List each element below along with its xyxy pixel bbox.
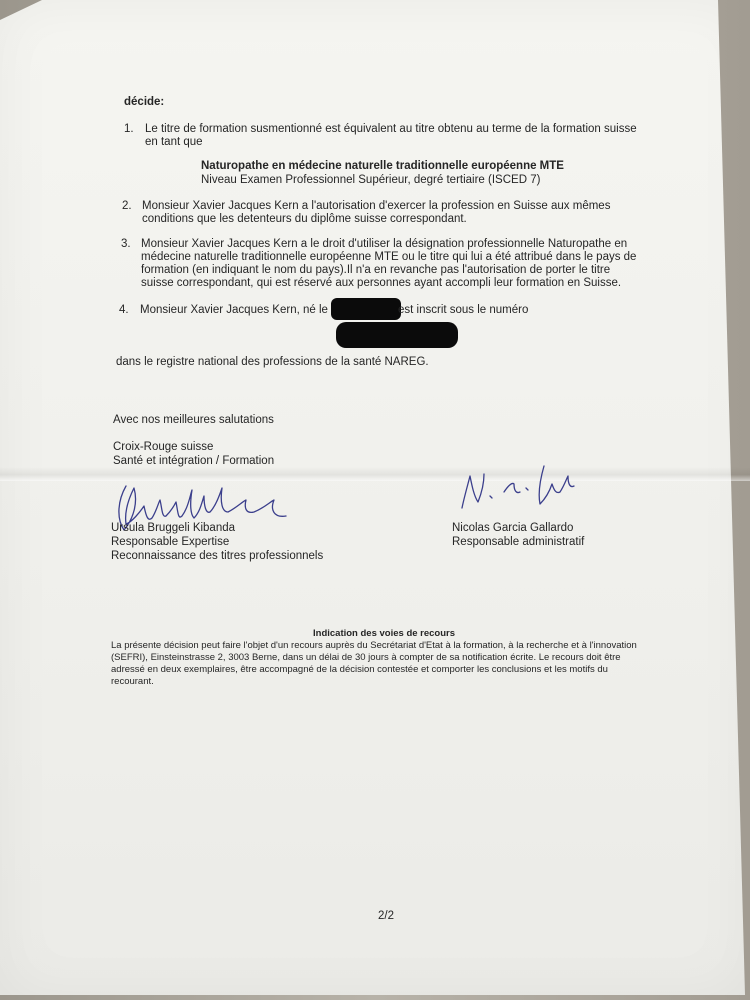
item-3-number: 3. — [121, 238, 131, 250]
registry-line: dans le registre national des professions de la santé NAREG. — [116, 356, 429, 368]
appeal-line-3: adressé en deux exemplaires, être accompagné de la décision contestée et comporter les conclusions et les motifs du — [111, 664, 608, 675]
item-4-number: 4. — [119, 304, 129, 316]
page-number: 2/2 — [378, 910, 394, 922]
signer-right-role: Responsable administratif — [452, 536, 585, 548]
item-3-line-3: formation (en indiquant le nom du pays).Il n'a en revanche pas l'autorisation de porter le titre — [141, 264, 611, 276]
item-3-line-2: médecine naturelle traditionnelle européenne MTE ou le titre qui lui a été attribué dans le pays de — [141, 251, 637, 263]
equivalent-title: Naturopathe en médecine naturelle traditionnelle européenne MTE — [201, 160, 564, 172]
item-2-line-1: Monsieur Xavier Jacques Kern a l'autorisation d'exercer la profession en Suisse aux mêmes — [142, 200, 611, 212]
item-1-line-2: en tant que — [145, 136, 203, 148]
item-1-line-1: Le titre de formation susmentionné est équivalent au titre obtenu au terme de la formation suisse — [145, 123, 637, 135]
equivalent-level: Niveau Examen Professionnel Supérieur, degré tertiaire (ISCED 7) — [201, 174, 541, 186]
appeal-line-2: (SEFRI), Einsteinstrasse 2, 3003 Berne, dans un délai de 30 jours à compter de sa notification écrite. Le recours doit être — [111, 652, 621, 663]
item-3-line-1: Monsieur Xavier Jacques Kern a le droit d'utiliser la désignation professionnelle Naturopathe en — [141, 238, 628, 250]
signer-right-name: Nicolas Garcia Gallardo — [452, 522, 574, 534]
signature-right — [454, 458, 584, 516]
organization-department: Santé et intégration / Formation — [113, 455, 275, 467]
signer-left-role: Responsable Expertise — [111, 536, 230, 548]
redaction-birthdate — [331, 298, 401, 320]
signer-left-name: Ursula Bruggeli Kibanda — [111, 522, 236, 534]
appeal-line-4: recourant. — [111, 676, 154, 687]
decision-heading: décide: — [124, 96, 165, 108]
appeal-title: Indication des voies de recours — [313, 628, 456, 639]
item-4-text-before: Monsieur Xavier Jacques Kern, né le — [140, 304, 328, 316]
item-2-number: 2. — [122, 200, 132, 212]
item-3-line-4: suisse correspondant, qui est réservé aux personnes ayant accompli leur formation en Suisse. — [141, 277, 622, 289]
closing-salutation: Avec nos meilleures salutations — [113, 414, 274, 426]
organization-name: Croix-Rouge suisse — [113, 441, 214, 453]
item-1-number: 1. — [124, 123, 134, 135]
item-4-text-after: est inscrit sous le numéro — [398, 304, 529, 316]
appeal-line-1: La présente décision peut faire l'objet d'un recours auprès du Secrétariat d'Etat à la formation, à la recherche et à l'innovation — [111, 640, 637, 651]
signer-left-department: Reconnaissance des titres professionnels — [111, 550, 324, 562]
redaction-registry-number — [336, 322, 458, 348]
item-2-line-2: conditions que les detenteurs du diplôme suisse correspondant. — [142, 213, 467, 225]
